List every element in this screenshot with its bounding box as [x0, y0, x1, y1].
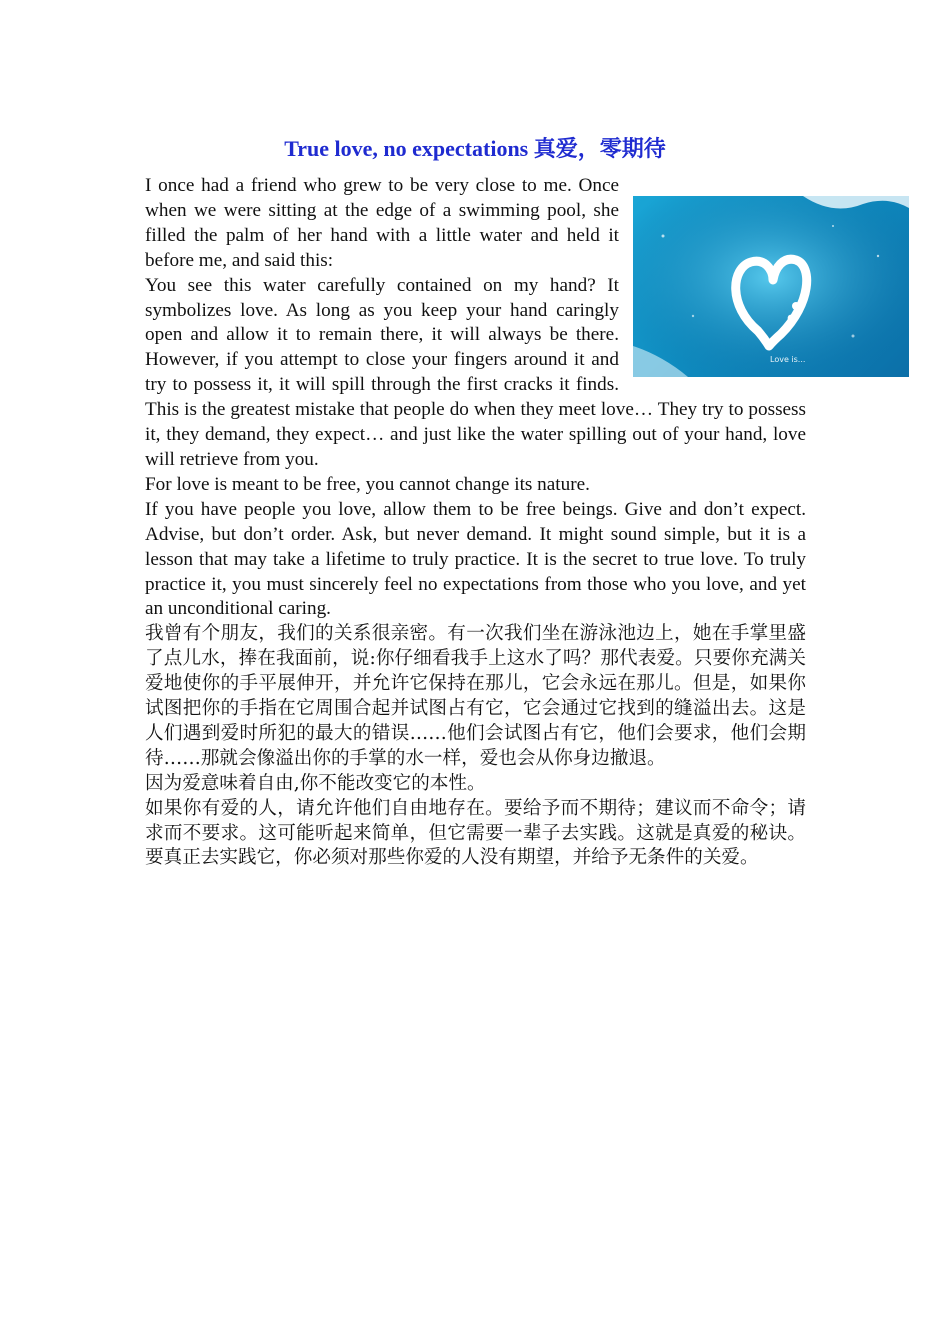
paragraph-en-3: For love is meant to be free, you cannot change its nature.	[145, 473, 590, 495]
paragraph-en-2: You see this water carefully contained on my hand? It symbolizes love. As long as you keep your hand caringly open and allow it to remain there, it will always be there. However, if you attempt to close your fingers around it and try to possess it, it will spill through the first cracks it finds. This is the greatest mistake that people do when they meet love… They try to possess it, they demand, they expect… and just like the water spilling out of your hand, love will retrieve from you.	[145, 274, 806, 470]
article-body	[145, 174, 806, 871]
paragraph-en-1	[145, 174, 806, 364]
paragraph-zh-3: 如果你有爱的人，请允许他们自由地存在。要给予而不期待；建议而不命令；请求而不要求。这可能听起来简单，但它需要一辈子去实践。这就是真爱的秘诀。要真正去实践它，你必须对那些你爱的人没有期望，并给予无条件的关爱。	[145, 797, 806, 869]
love-heart-image	[633, 196, 909, 377]
paragraph-zh-1: 我曾有个朋友，我们的关系很亲密。有一次我们坐在游泳池边上，她在手掌里盛了点儿水，捧在我面前，说:你仔细看我手上这水了吗？那代表爱。只要你充满关爱地使你的手平展伸开，并允许它保持在那儿，它会永远在那儿。但是，如果你试图把你的手指在它周围合起并试图占有它，它会通过它找到的缝溢出去。这是人们遇到爱时所犯的最大的错误……他们会试图占有它，他们会要求，他们会期待……那就会像溢出你的手掌的水一样，爱也会从你身边撤退。	[145, 623, 806, 769]
paragraph-en-1-text: I once had a friend who grew to be very close to me. Once when we were sitting at the edge of a swimming pool, she filled the palm of her hand with a little water and held it before me, and said this:	[145, 175, 619, 271]
document-title: True love, no expectations 真爱，零期待	[284, 136, 666, 161]
paragraph-en-4: If you have people you love, allow them to be free beings. Give and don’t expect. Advise, but don’t order. Ask, but never demand. It might sound simple, but it is a lesson that may take a lifetime to truly practice. It is the secret to true love. To truly practice it, you must sincerely feel no expectations from those who you love, and yet an unconditional caring.	[145, 498, 806, 620]
paragraph-zh-2: 因为爱意味着自由,你不能改变它的本性。	[145, 772, 486, 794]
heart-illustration	[633, 196, 909, 377]
image-caption: Love is...	[770, 355, 806, 364]
